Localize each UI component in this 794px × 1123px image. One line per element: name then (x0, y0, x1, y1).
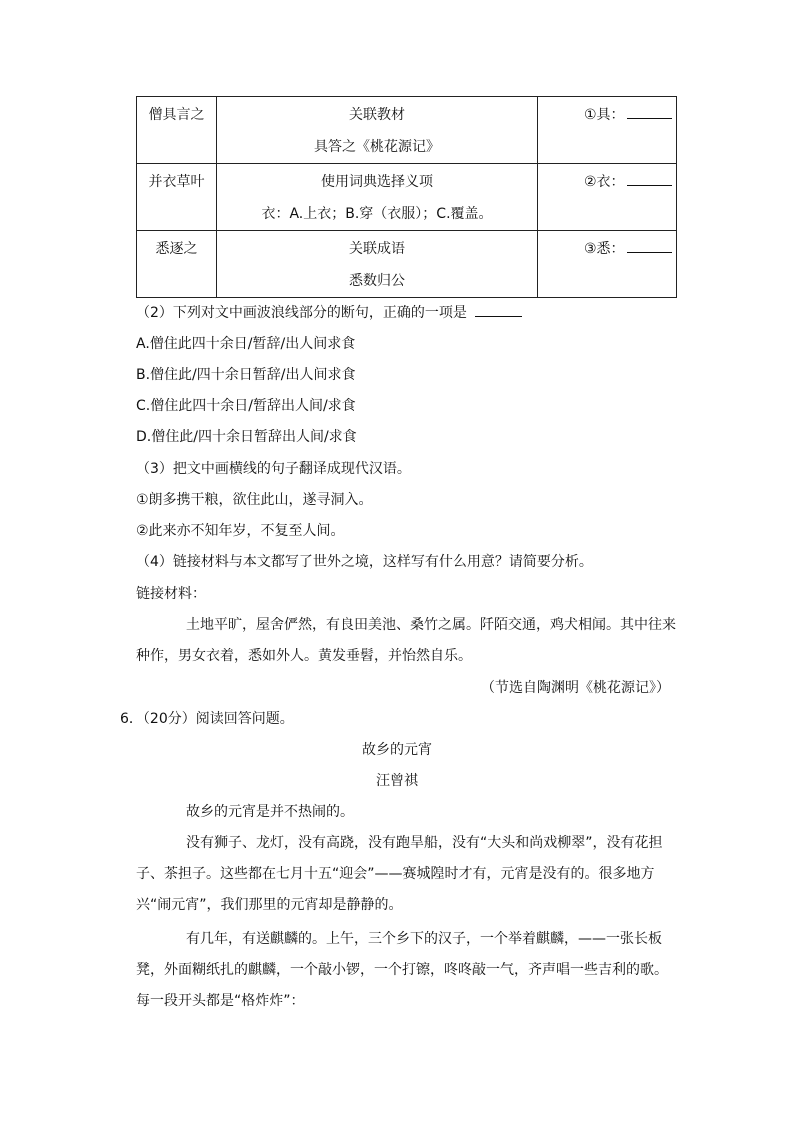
table-row (137, 231, 677, 298)
answer-label: ①具： (584, 107, 625, 123)
answer-slot (538, 99, 676, 131)
table-cell-method (217, 97, 538, 164)
q2-stem-line (136, 302, 522, 322)
article-paragraph-line: 子、茶担子。这些都在七月十五“迎会”——赛城隍时才有，元宵是没有的。很多地方 (136, 866, 655, 882)
q2-option-a: A.僧住此四十余日/暂辞/出人间求食 (136, 336, 356, 352)
answer-slot (538, 233, 676, 265)
method-line: 关联教材 (349, 107, 405, 123)
article-paragraph-line: 兴“闹元宵”，我们那里的元宵却是静静的。 (136, 897, 403, 913)
method-line: 使用词典选择义项 (321, 174, 433, 190)
vocabulary-table (136, 96, 677, 298)
answer-blank[interactable] (627, 238, 672, 253)
table-row (137, 97, 677, 164)
q3-stem: （3）把文中画横线的句子翻译成现代汉语。 (136, 461, 411, 477)
article-paragraph-line: 没有狮子、龙灯，没有高跷，没有跑旱船，没有“大头和尚戏柳翠”，没有花担 (186, 835, 663, 851)
q2-option-d: D.僧住此/四十余日暂辞出人间/求食 (136, 429, 357, 445)
word-text: 悉逐之 (155, 241, 198, 257)
table-cell-word (137, 231, 217, 298)
word-text: 僧具言之 (148, 107, 205, 123)
answer-slot (538, 166, 676, 198)
table-cell-answer (538, 164, 677, 231)
q4-source: （节选自陶渊明《桃花源记》） (481, 680, 670, 696)
q2-option-b: B.僧住此/四十余日暂辞/出人间求食 (136, 367, 356, 383)
table-cell-answer (538, 97, 677, 164)
q3-item-2: ②此来亦不知年岁，不复至人间。 (136, 523, 345, 539)
q2-answer-blank[interactable] (475, 302, 522, 317)
answer-label: ②衣： (584, 174, 625, 190)
answer-blank[interactable] (627, 104, 672, 119)
method-line: 悉数归公 (349, 273, 405, 289)
article-paragraph-line: 有几年，有送麒麟的。上午，三个乡下的汉子，一个举着麒麟，——一张长板 (186, 931, 662, 947)
table-cell-method (217, 164, 538, 231)
q2-option-c: C.僧住此四十余日/暂辞出人间/求食 (136, 398, 356, 414)
q3-item-1: ①朗多携干粮，欲住此山，遂寻洞入。 (136, 492, 373, 508)
q4-material-line: 种作，男女衣着，悉如外人。黄发垂髫，并怡然自乐。 (136, 648, 472, 664)
article-author: 汪曾祺 (376, 773, 418, 789)
q4-material-label: 链接材料： (136, 586, 206, 602)
table-cell-method (217, 231, 538, 298)
table-cell-word (137, 97, 217, 164)
table-cell-word (137, 164, 217, 231)
q4-material-line: 土地平旷，屋舍俨然，有良田美池、桑竹之属。阡陌交通，鸡犬相闻。其中往来 (186, 617, 676, 633)
word-text: 并衣草叶 (148, 174, 205, 190)
method-line: 具答之《桃花源记》 (314, 139, 440, 155)
q6-header: 6．（20分）阅读回答问题。 (120, 711, 294, 727)
article-paragraph: 故乡的元宵是并不热闹的。 (186, 804, 354, 820)
method-line: 关联成语 (349, 241, 405, 257)
answer-blank[interactable] (627, 171, 672, 186)
table-cell-answer (538, 231, 677, 298)
method-line: 衣：A.上衣；B.穿（衣服）；C.覆盖。 (261, 206, 493, 222)
article-paragraph-line: 凳，外面糊纸扎的麒麟，一个敲小锣，一个打镲，咚咚敲一气，齐声唱一些吉利的歌。 (136, 962, 668, 978)
table-row (137, 164, 677, 231)
q2-stem: （2）下列对文中画波浪线部分的断句，正确的一项是 (136, 305, 467, 321)
q4-stem: （4）链接材料与本文都写了世外之境，这样写有什么用意？请简要分析。 (136, 554, 593, 570)
article-title: 故乡的元宵 (362, 742, 432, 758)
article-paragraph-line: 每一段开头都是“格炸炸”： (136, 993, 305, 1009)
answer-label: ③悉： (584, 241, 625, 257)
